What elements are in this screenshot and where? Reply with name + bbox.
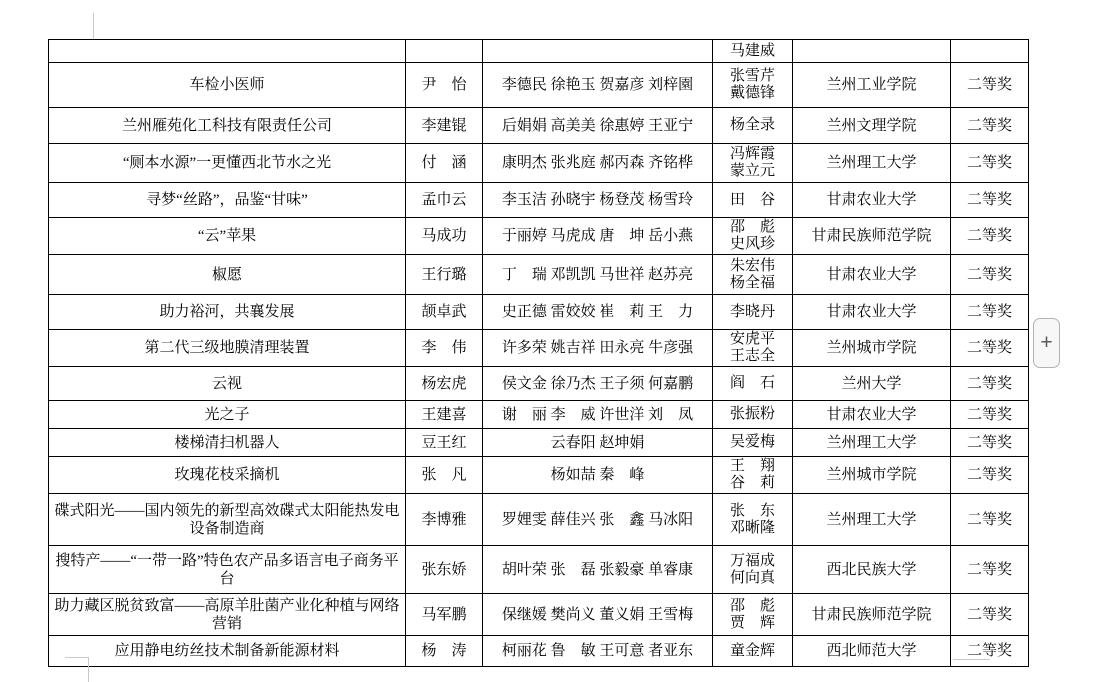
cell-members: 康明杰 张兆庭 郝丙森 齐铭桦 xyxy=(483,144,713,183)
cell-award: 二等奖 xyxy=(951,144,1029,183)
advisor-name: 邵 彪 xyxy=(729,219,775,235)
cell-project: 碟式阳光——国内领先的新型高效碟式太阳能热发电设备制造商 xyxy=(49,494,406,546)
cell-award: 二等奖 xyxy=(951,330,1029,367)
advisor-name: 万福成 xyxy=(729,552,775,569)
cell-members: 李德民 徐艳玉 贺嘉彦 刘梓園 xyxy=(483,63,713,108)
cell-project: 椒愿 xyxy=(49,255,406,295)
cell-school: 甘肃民族师范学院 xyxy=(793,594,951,636)
cell-project: “厕本水源”一更懂西北节水之光 xyxy=(49,144,406,183)
cell-project: 搜特产——“一带一路”特色农产品多语言电子商务平台 xyxy=(49,546,406,594)
table-row xyxy=(49,429,1029,457)
cell-leader xyxy=(406,40,483,63)
cell-members: 于丽婷 马虎成 唐 坤 岳小燕 xyxy=(483,218,713,255)
table-row xyxy=(49,330,1029,367)
cell-project: 第二代三级地膜清理装置 xyxy=(49,330,406,367)
cell-advisors xyxy=(713,255,793,295)
advisor-name: 张振粉 xyxy=(729,406,775,422)
cell-advisors xyxy=(713,546,793,594)
cell-school: 兰州工业学院 xyxy=(793,63,951,108)
cell-school: 甘肃农业大学 xyxy=(793,183,951,218)
table-row xyxy=(49,144,1029,183)
cell-advisors xyxy=(713,636,793,667)
cell-advisors xyxy=(713,367,793,401)
cell-leader: 尹 怡 xyxy=(406,63,483,108)
table-row xyxy=(49,63,1029,108)
advisor-name: 谷 莉 xyxy=(729,475,775,491)
advisor-name: 张雪芹 xyxy=(729,68,775,84)
cell-members: 胡叶荣 张 磊 张毅豪 单睿康 xyxy=(483,546,713,594)
table-row xyxy=(49,40,1029,63)
advisor-name: 冯辉霞 xyxy=(729,146,775,162)
advisor-name: 史风珍 xyxy=(729,236,775,252)
cell-members: 史正德 雷姣姣 崔 莉 王 力 xyxy=(483,295,713,330)
cell-school: 兰州城市学院 xyxy=(793,330,951,367)
cell-school: 兰州大学 xyxy=(793,367,951,401)
cell-project: 寻梦“丝路”，品鉴“甘味” xyxy=(49,183,406,218)
cell-award: 二等奖 xyxy=(951,108,1029,144)
cell-members: 谢 丽 李 威 许世洋 刘 凤 xyxy=(483,401,713,429)
cell-leader: 杨 涛 xyxy=(406,636,483,667)
table-row xyxy=(49,546,1029,594)
cell-members: 李玉洁 孙晓宇 杨登茂 杨雪玲 xyxy=(483,183,713,218)
cell-project: 光之子 xyxy=(49,401,406,429)
advisor-name: 李晓丹 xyxy=(729,303,775,320)
cell-leader: 李 伟 xyxy=(406,330,483,367)
advisor-name: 贾 辉 xyxy=(729,614,775,631)
cell-leader: 李建锟 xyxy=(406,108,483,144)
cell-project: 玫瑰花枝采摘机 xyxy=(49,457,406,494)
cell-members: 许多荣 姚吉祥 田永亮 牛彦强 xyxy=(483,330,713,367)
table-row xyxy=(49,218,1029,255)
advisor-name: 邵 彪 xyxy=(729,597,775,614)
cell-members xyxy=(483,40,713,63)
cell-project: 楼梯清扫机器人 xyxy=(49,429,406,457)
advisor-name: 马建威 xyxy=(729,42,775,59)
advisor-name: 王志全 xyxy=(729,348,775,364)
cell-members: 柯丽花 鲁 敏 王可意 者亚东 xyxy=(483,636,713,667)
cell-leader: 张 凡 xyxy=(406,457,483,494)
cell-leader: 王建喜 xyxy=(406,401,483,429)
table-row xyxy=(49,295,1029,330)
page-margin-mark-bottom-right xyxy=(953,659,990,660)
advisor-name: 阎 石 xyxy=(729,375,775,391)
cell-leader: 李博雅 xyxy=(406,494,483,546)
advisor-name: 安虎平 xyxy=(729,331,775,347)
cell-advisors xyxy=(713,40,793,63)
cell-school: 兰州理工大学 xyxy=(793,144,951,183)
cell-award: 二等奖 xyxy=(951,63,1029,108)
cell-school: 兰州理工大学 xyxy=(793,494,951,546)
cell-award: 二等奖 xyxy=(951,367,1029,401)
cell-leader: 杨宏虎 xyxy=(406,367,483,401)
cell-award xyxy=(951,40,1029,63)
cell-award: 二等奖 xyxy=(951,457,1029,494)
advisor-name: 童金辉 xyxy=(729,642,775,659)
page-margin-mark-bottom-left-h xyxy=(65,657,89,658)
advisor-name: 杨全福 xyxy=(729,274,775,291)
cell-project: 助力藏区脱贫致富——高原羊肚菌产业化种植与网络营销 xyxy=(49,594,406,636)
cell-project: 兰州雁苑化工科技有限责任公司 xyxy=(49,108,406,144)
cell-advisors xyxy=(713,457,793,494)
cell-advisors xyxy=(713,494,793,546)
advisor-name: 朱宏伟 xyxy=(729,257,775,274)
cell-leader: 张东娇 xyxy=(406,546,483,594)
cell-advisors xyxy=(713,295,793,330)
cell-school: 甘肃农业大学 xyxy=(793,401,951,429)
table-row xyxy=(49,367,1029,401)
cell-project: 应用静电纺丝技术制备新能源材料 xyxy=(49,636,406,667)
cell-members: 罗娌雯 薛佳兴 张 鑫 马冰阳 xyxy=(483,494,713,546)
advisor-name: 张 东 xyxy=(729,502,775,519)
cell-award: 二等奖 xyxy=(951,594,1029,636)
cell-school: 兰州文理学院 xyxy=(793,108,951,144)
table-row xyxy=(49,401,1029,429)
award-table xyxy=(48,39,1029,667)
cell-project: 云视 xyxy=(49,367,406,401)
cell-leader: 颉卓武 xyxy=(406,295,483,330)
advisor-name: 杨全录 xyxy=(729,117,775,133)
cell-advisors xyxy=(713,594,793,636)
table-row xyxy=(49,183,1029,218)
cell-members: 侯文金 徐乃杰 王子须 何嘉鹏 xyxy=(483,367,713,401)
cell-advisors xyxy=(713,183,793,218)
advisor-name: 戴德锋 xyxy=(729,85,775,101)
cell-project: 车检小医师 xyxy=(49,63,406,108)
advisor-name: 何向真 xyxy=(729,569,775,586)
cell-advisors xyxy=(713,63,793,108)
cell-award: 二等奖 xyxy=(951,401,1029,429)
cell-school: 甘肃民族师范学院 xyxy=(793,218,951,255)
cell-award: 二等奖 xyxy=(951,255,1029,295)
advisor-name: 王 翔 xyxy=(729,458,775,474)
page-margin-mark-bottom-left-v xyxy=(88,657,89,682)
cell-leader: 马成功 xyxy=(406,218,483,255)
cell-members: 云春阳 赵坤娟 xyxy=(483,429,713,457)
advisor-name: 蒙立元 xyxy=(729,163,775,179)
cell-leader: 马军鹏 xyxy=(406,594,483,636)
cell-school: 甘肃农业大学 xyxy=(793,255,951,295)
cell-project xyxy=(49,40,406,63)
cell-members: 杨如喆 秦 峰 xyxy=(483,457,713,494)
table-row xyxy=(49,255,1029,295)
cell-school: 西北民族大学 xyxy=(793,546,951,594)
table-row xyxy=(49,494,1029,546)
cell-leader: 王行璐 xyxy=(406,255,483,295)
cell-members: 后娟娟 高美美 徐惠婷 王亚宁 xyxy=(483,108,713,144)
cell-project: 助力裕河，共襄发展 xyxy=(49,295,406,330)
cell-school: 兰州城市学院 xyxy=(793,457,951,494)
cell-award: 二等奖 xyxy=(951,494,1029,546)
cell-award: 二等奖 xyxy=(951,218,1029,255)
cell-award: 二等奖 xyxy=(951,183,1029,218)
cell-school xyxy=(793,40,951,63)
cell-leader: 孟巾云 xyxy=(406,183,483,218)
plus-icon: + xyxy=(1040,331,1053,354)
cell-award: 二等奖 xyxy=(951,546,1029,594)
cell-award: 二等奖 xyxy=(951,636,1029,667)
cell-advisors xyxy=(713,401,793,429)
cell-leader: 付 涵 xyxy=(406,144,483,183)
table-row xyxy=(49,636,1029,667)
table-row xyxy=(49,594,1029,636)
add-page-button[interactable] xyxy=(1033,318,1060,368)
advisor-name: 吴爱梅 xyxy=(729,434,775,450)
cell-advisors xyxy=(713,429,793,457)
cell-advisors xyxy=(713,144,793,183)
cell-leader: 豆王红 xyxy=(406,429,483,457)
table-row xyxy=(49,457,1029,494)
cell-members: 保继媛 樊尚义 董义娟 王雪梅 xyxy=(483,594,713,636)
cell-award: 二等奖 xyxy=(951,429,1029,457)
advisor-name: 田 谷 xyxy=(729,191,775,208)
cell-school: 西北师范大学 xyxy=(793,636,951,667)
advisor-name: 邓晰隆 xyxy=(729,519,775,536)
cell-school: 兰州理工大学 xyxy=(793,429,951,457)
award-table-body xyxy=(49,40,1029,667)
cell-advisors xyxy=(713,218,793,255)
cell-advisors xyxy=(713,330,793,367)
cell-school: 甘肃农业大学 xyxy=(793,295,951,330)
cell-award: 二等奖 xyxy=(951,295,1029,330)
cell-members: 丁 瑞 邓凯凯 马世祥 赵苏亮 xyxy=(483,255,713,295)
cell-project: “云”苹果 xyxy=(49,218,406,255)
page-margin-mark-top-left xyxy=(93,13,94,39)
cell-advisors xyxy=(713,108,793,144)
table-row xyxy=(49,108,1029,144)
